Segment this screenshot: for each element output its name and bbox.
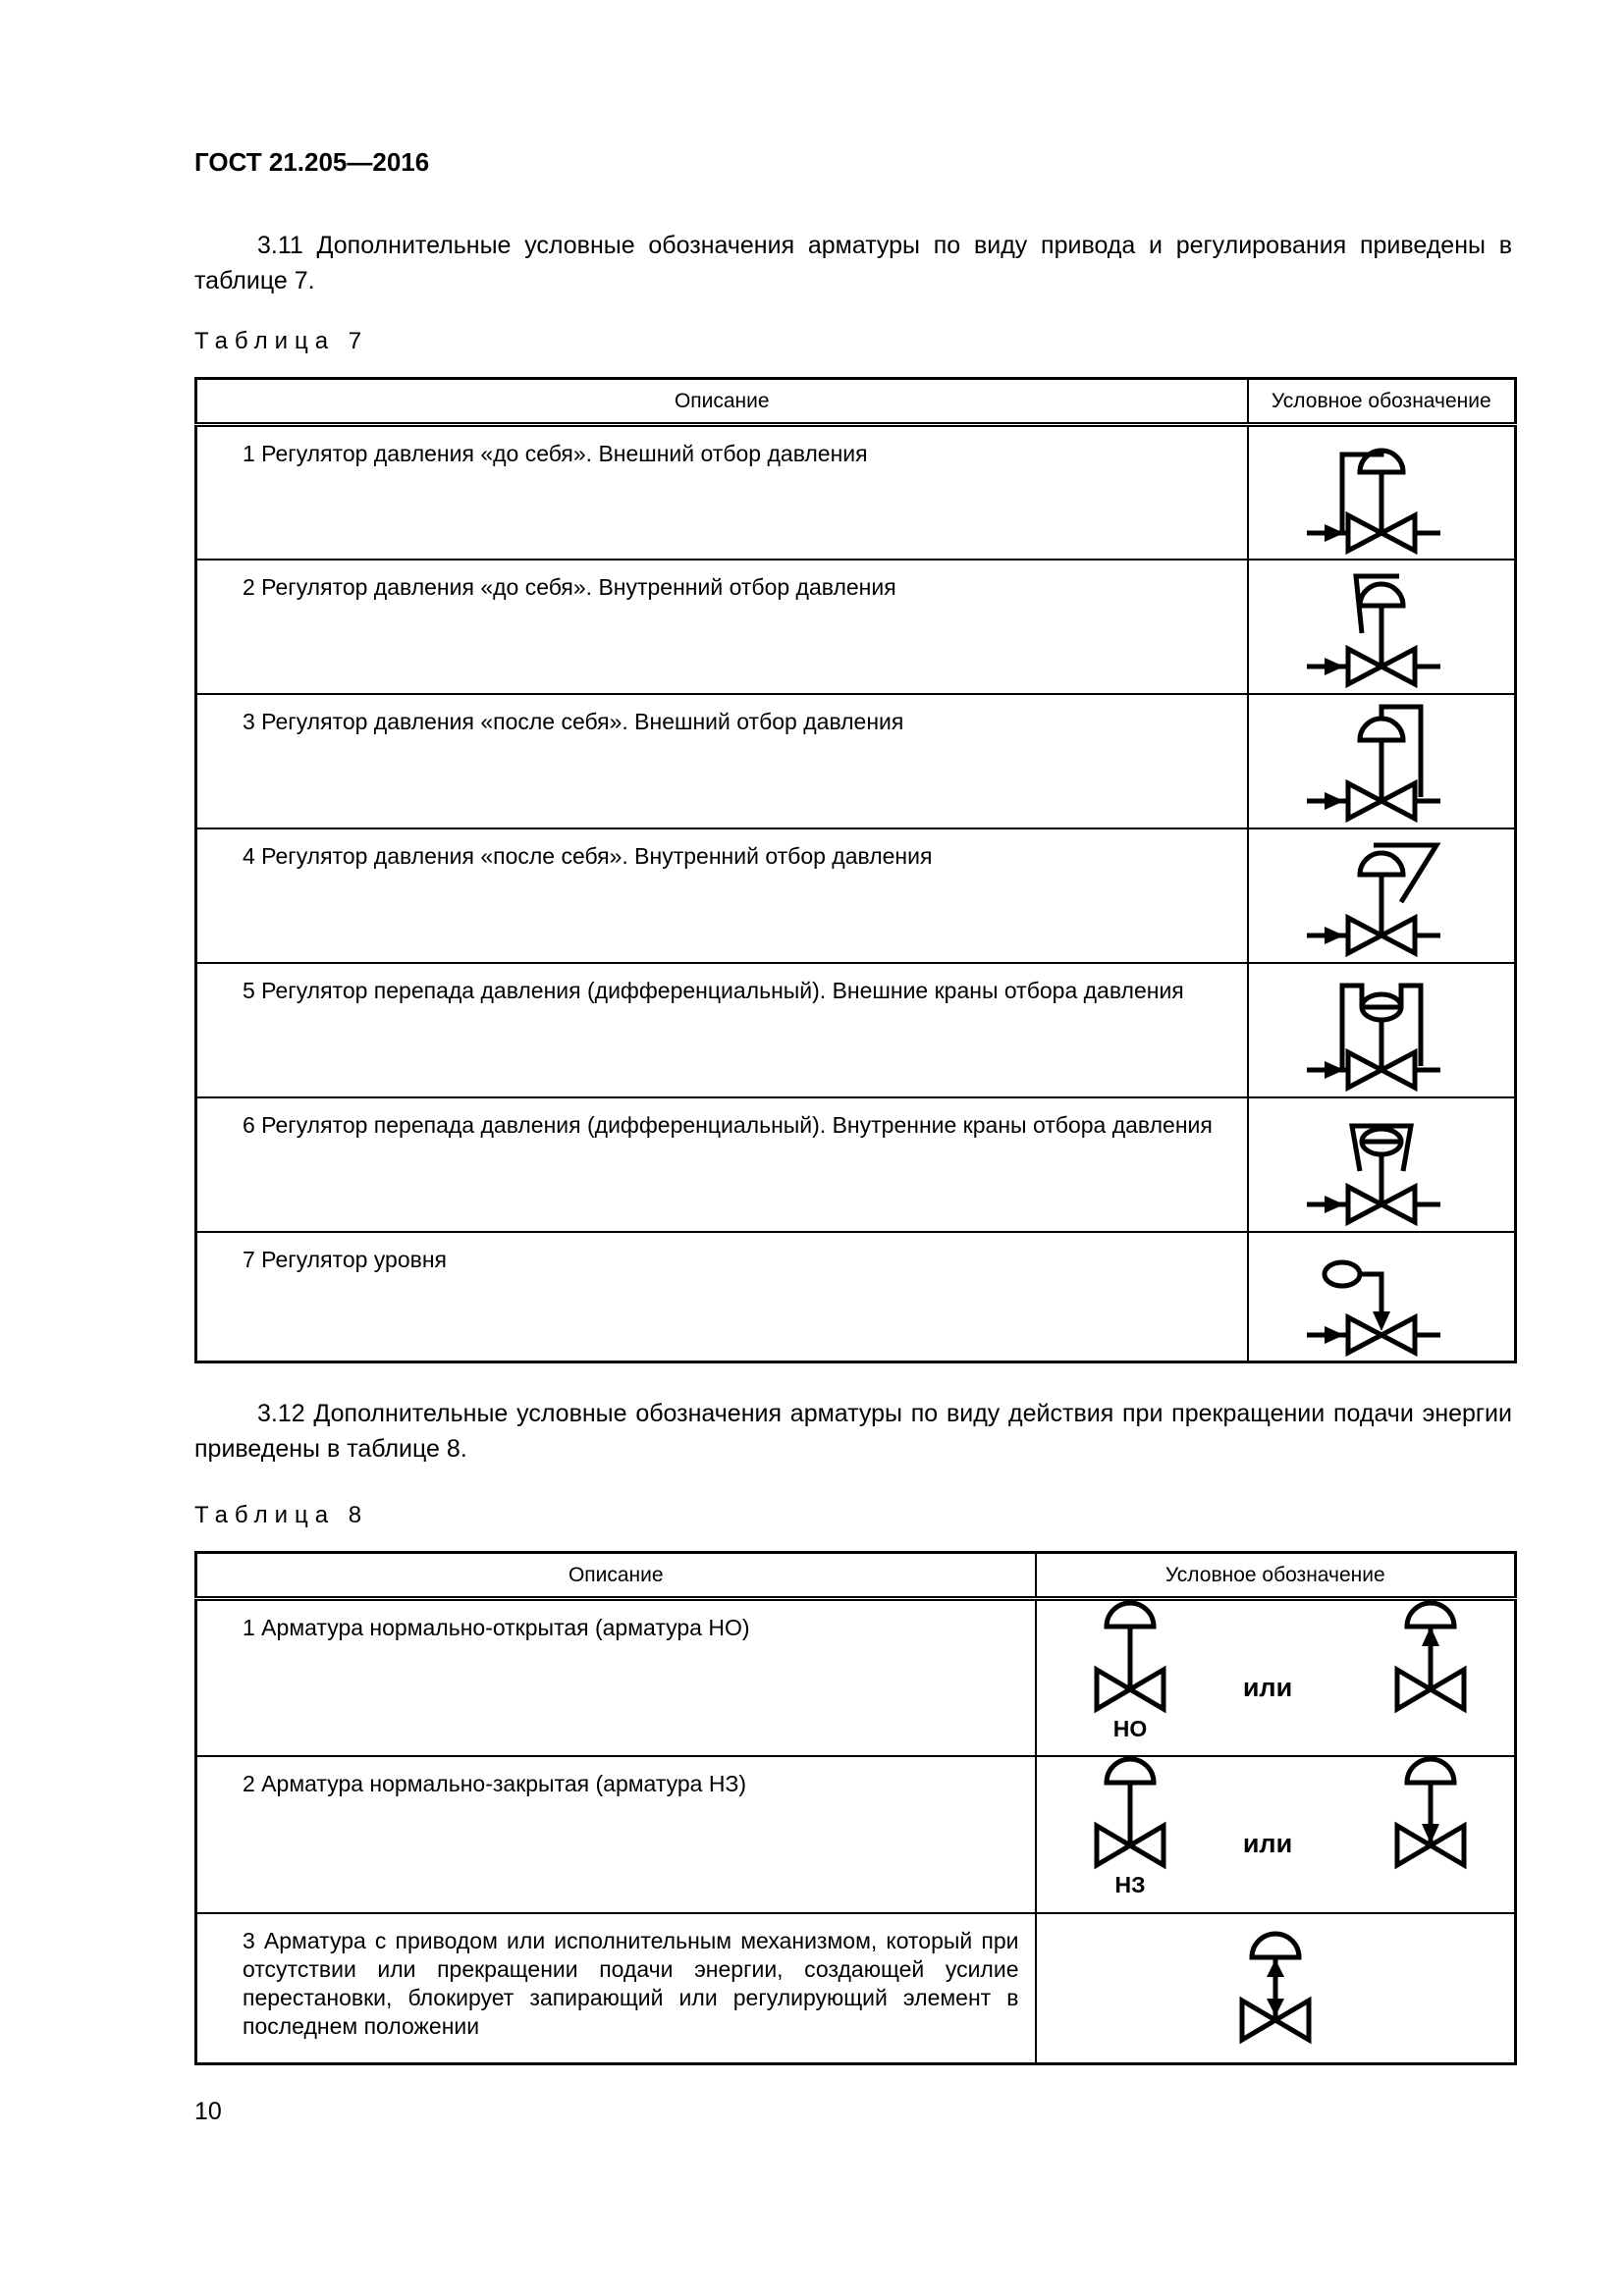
- table-cell-description: 5 Регулятор перепада давления (дифференциальный). Внешние краны отбора давления: [196, 963, 1248, 1097]
- table-cell-symbol: [1248, 828, 1516, 963]
- regulator-upstream-external-icon: [1283, 427, 1480, 559]
- table-cell-description: 6 Регулятор перепада давления (дифференциальный). Внутренние краны отбора давления: [196, 1097, 1248, 1232]
- differential-regulator-external-icon: [1283, 964, 1480, 1095]
- fail-last-position-valve-icon: [1177, 1914, 1374, 2061]
- normally-open-label: НО: [1112, 1716, 1147, 1741]
- regulator-downstream-external-icon: [1283, 695, 1480, 827]
- table-cell-symbol: [1036, 1913, 1516, 2064]
- paragraph-3-11: 3.11 Дополнительные условные обозначения арматуры по виду привода и регулирования приведены в таблице 7.: [194, 232, 1512, 294]
- table-cell-description: 2 Арматура нормально-закрытая (арматура НЗ): [196, 1756, 1036, 1913]
- normally-closed-valve-icon: [1040, 1757, 1511, 1904]
- table-cell-description: 4 Регулятор давления «после себя». Внутренний отбор давления: [196, 828, 1248, 963]
- table-row: [196, 694, 1516, 828]
- normally-closed-label: НЗ: [1114, 1871, 1146, 1897]
- table-cell-symbol: [1248, 425, 1516, 561]
- table-7-caption: Таблица 7: [194, 328, 369, 354]
- table-row: [196, 1232, 1516, 1362]
- table-8-col-symbol: Условное обозначение: [1036, 1553, 1516, 1599]
- table-row: [196, 963, 1516, 1097]
- table-8-header-row: [196, 1553, 1516, 1599]
- table-cell-description: 3 Арматура с приводом или исполнительным механизмом, который при отсутствии или прекращении подачи энергии, создающей усилие перестановки, блокирует запирающий или регулирующий элемент в последнем положении: [196, 1913, 1036, 2064]
- table-cell-symbol: [1248, 694, 1516, 828]
- page-number: 10: [194, 2098, 222, 2125]
- table-7: [194, 377, 1517, 1363]
- paragraph-3-12: 3.12 Дополнительные условные обозначения арматуры по виду действия при прекращении подачи энергии приведены в таблице 8.: [194, 1400, 1512, 1463]
- or-label: или: [1242, 1673, 1292, 1702]
- table-cell-symbol: [1248, 1097, 1516, 1232]
- table-row: [196, 560, 1516, 694]
- table-7-header-row: [196, 379, 1516, 425]
- regulator-downstream-internal-icon: [1283, 829, 1480, 961]
- table-cell-symbol: [1248, 963, 1516, 1097]
- table-row: [196, 1756, 1516, 1913]
- table-cell-description: 2 Регулятор давления «до себя». Внутренний отбор давления: [196, 560, 1248, 694]
- table-cell-description: 1 Арматура нормально-открытая (арматура НО): [196, 1599, 1036, 1756]
- regulator-upstream-internal-icon: [1283, 561, 1480, 692]
- table-8-col-description: Описание: [196, 1553, 1036, 1599]
- table-row: [196, 1599, 1516, 1756]
- table-cell-description: 3 Регулятор давления «после себя». Внешний отбор давления: [196, 694, 1248, 828]
- table-row: [196, 1097, 1516, 1232]
- table-7-col-description: Описание: [196, 379, 1248, 425]
- table-8-caption: Таблица 8: [194, 1502, 369, 1528]
- table-8: [194, 1551, 1517, 2065]
- normally-open-valve-icon: [1040, 1601, 1511, 1748]
- level-regulator-icon: [1283, 1233, 1480, 1361]
- table-cell-symbol: [1248, 1232, 1516, 1362]
- table-row: [196, 425, 1516, 561]
- table-cell-description: 1 Регулятор давления «до себя». Внешний отбор давления: [196, 425, 1248, 561]
- table-row: [196, 1913, 1516, 2064]
- table-row: [196, 828, 1516, 963]
- table-cell-symbol: [1036, 1599, 1516, 1756]
- document-code: ГОСТ 21.205—2016: [194, 147, 430, 177]
- table-cell-symbol: [1248, 560, 1516, 694]
- table-7-col-symbol: Условное обозначение: [1248, 379, 1516, 425]
- table-cell-description: 7 Регулятор уровня: [196, 1232, 1248, 1362]
- differential-regulator-internal-icon: [1283, 1098, 1480, 1230]
- table-cell-symbol: [1036, 1756, 1516, 1913]
- or-label: или: [1242, 1828, 1292, 1858]
